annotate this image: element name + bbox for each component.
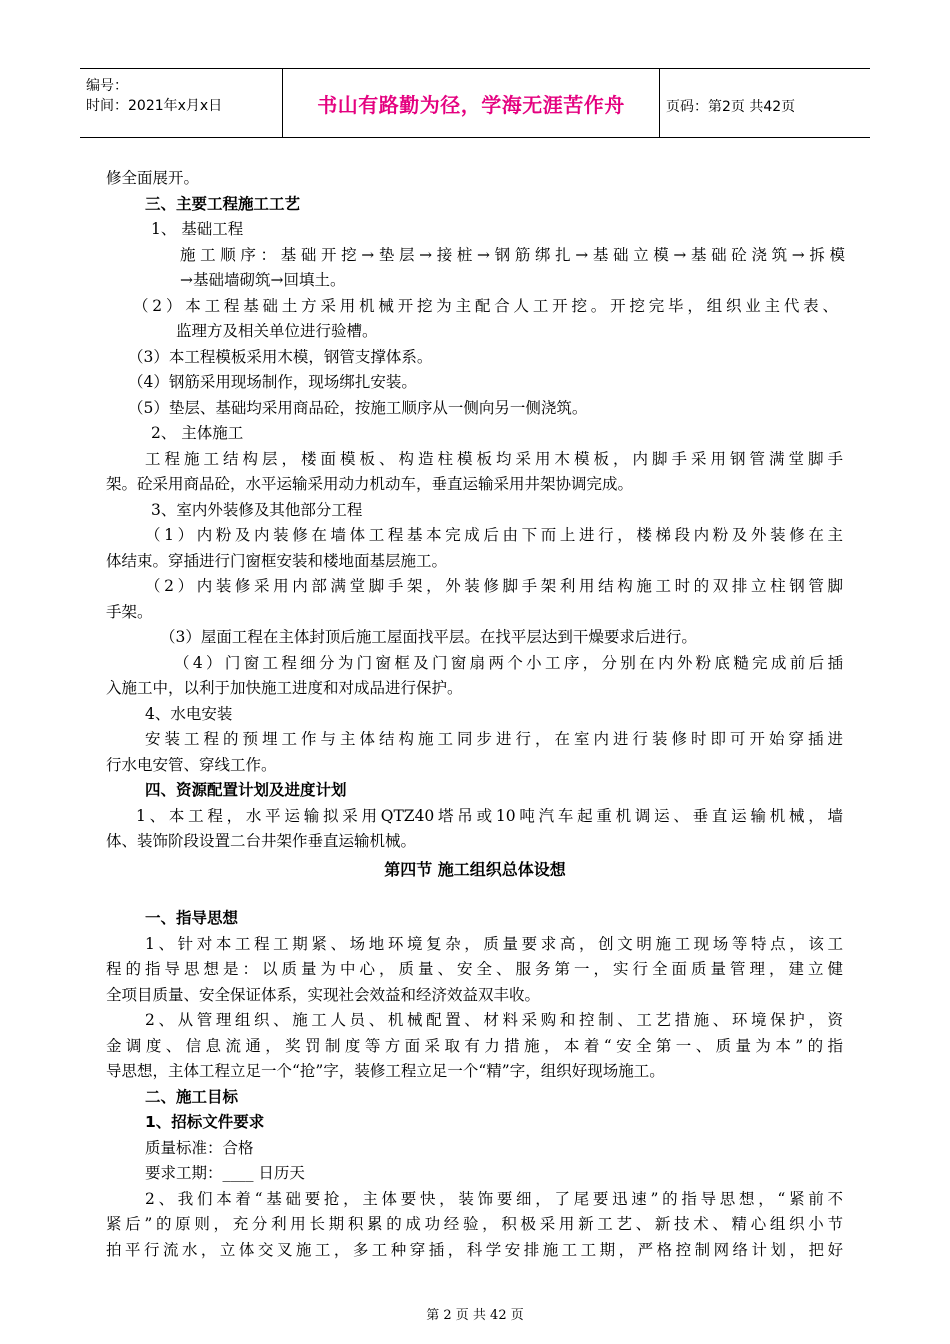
paragraph-line: 紧后”的原则，充分利用长期积累的成功经验，积极采用新工艺、新技术、精心组织小节: [106, 1215, 843, 1233]
chapter-title: 第四节 施工组织总体设想: [384, 860, 566, 879]
paragraph-line: 全项目质量、安全保证体系，实现社会效益和经济效益双丰收。: [106, 986, 541, 1004]
subheading: 1、 基础工程: [151, 220, 244, 238]
section-heading: 一、指导思想: [145, 909, 239, 927]
paragraph-line: 手架。: [106, 603, 153, 621]
section-heading: 二、施工目标: [145, 1088, 239, 1106]
motto: 书山有路勤为径，学海无涯苦作舟: [317, 93, 625, 117]
paragraph-line: 工程施工结构层，楼面模板、构造柱模板均采用木模板，内脚手采用钢管满堂脚手: [145, 450, 843, 468]
paragraph-line: 安装工程的预埋工作与主体结构施工同步进行，在室内进行装修时即可开始穿插进: [145, 730, 843, 748]
subheading: 1、招标文件要求: [145, 1113, 265, 1131]
section-heading: 三、主要工程施工工艺: [145, 195, 301, 213]
page-number-label: 页码：第2页 共42页: [666, 99, 796, 115]
paragraph-line: 施工顺序：基础开挖→垫层→接桩→钢筋绑扎→基础立模→基础砼浇筑→拆模: [180, 246, 845, 264]
section-heading: 四、资源配置计划及进度计划: [145, 781, 347, 799]
paragraph-line: （5）垫层、基础均采用商品砼，按施工顺序从一侧向另一侧浇筑。: [128, 399, 588, 417]
paragraph-line: （3）本工程模板采用木模，钢管支撑体系。: [128, 348, 433, 366]
header-page-cell: [660, 69, 870, 137]
serial-label: 编号：: [86, 78, 128, 94]
paragraph-line: （2）内装修采用内部满堂脚手架，外装修脚手架利用结构施工时的双排立柱钢管脚: [145, 577, 843, 595]
paragraph-line: 修全面展开。: [106, 169, 200, 187]
paragraph-line: （4）门窗工程细分为门窗框及门窗扇两个小工序，分别在内外粉底糙完成前后插: [174, 654, 843, 672]
paragraph-line: 2、我们本着“基础要抢，主体要快，装饰要细，了尾要迅速”的指导思想，“紧前不: [145, 1190, 843, 1208]
paragraph-line: 1、本工程，水平运输拟采用QTZ40塔吊或10吨汽车起重机调运、垂直运输机械，墙: [136, 807, 843, 825]
paragraph-line: （4）钢筋采用现场制作，现场绑扎安装。: [128, 373, 417, 391]
paragraph-line: 体结束。穿插进行门窗框安装和楼地面基层施工。: [106, 552, 448, 570]
paragraph-line: 入施工中，以利于加快施工进度和对成品进行保护。: [106, 679, 463, 697]
paragraph-line: 程的指导思想是：以质量为中心，质量、安全、服务第一，实行全面质量管理，建立健: [106, 960, 843, 978]
paragraph-line: 要求工期：____ 日历天: [145, 1164, 305, 1182]
header-info-cell: [80, 69, 280, 137]
paragraph-line: 1、针对本工程工期紧、场地环境复杂，质量要求高，创文明施工现场等特点，该工: [145, 935, 843, 953]
paragraph-line: 拍平行流水，立体交叉施工，多工种穿插，科学安排施工工期，严格控制网络计划，把好: [106, 1241, 843, 1259]
paragraph-line: （3）屋面工程在主体封顶后施工屋面找平层。在找平层达到干燥要求后进行。: [160, 628, 697, 646]
paragraph-line: 架。砼采用商品砼，水平运输采用动力机动车，垂直运输采用井架协调完成。: [106, 475, 634, 493]
paragraph-line: 监理方及相关单位进行验槽。: [176, 322, 378, 340]
paragraph-line: 行水电安管、穿线工作。: [106, 756, 277, 774]
paragraph-line: 质量标准：合格: [145, 1139, 254, 1157]
time-label: 时间：2021年x月x日: [86, 98, 223, 114]
paragraph-line: （1）内粉及内装修在墙体工程基本完成后由下而上进行，楼梯段内粉及外装修在主: [145, 526, 843, 544]
subheading: 4、水电安装: [145, 705, 233, 723]
subheading: 2、 主体施工: [151, 424, 244, 442]
page-header: [80, 68, 870, 138]
paragraph-line: （2）本工程基础土方采用机械开挖为主配合人工开挖。开挖完毕，组织业主代表、: [133, 297, 838, 315]
paragraph-line: 体、装饰阶段设置二台井架作垂直运输机械。: [106, 832, 417, 850]
page-footer: 第 2 页 共 42 页: [426, 1308, 524, 1323]
paragraph-line: 导思想，主体工程立足一个“抢”字，装修工程立足一个“精”字，组织好现场施工。: [106, 1062, 665, 1080]
subheading: 3、室内外装修及其他部分工程: [151, 501, 363, 519]
header-motto-cell: [282, 69, 660, 137]
paragraph-line: 2、从管理组织、施工人员、机械配置、材料采购和控制、工艺措施、环境保护，资: [145, 1011, 843, 1029]
paragraph-line: →基础墙砌筑→回填土。: [180, 271, 346, 289]
paragraph-line: 金调度、信息流通，奖罚制度等方面采取有力措施，本着“安全第一、质量为本”的指: [106, 1037, 843, 1055]
